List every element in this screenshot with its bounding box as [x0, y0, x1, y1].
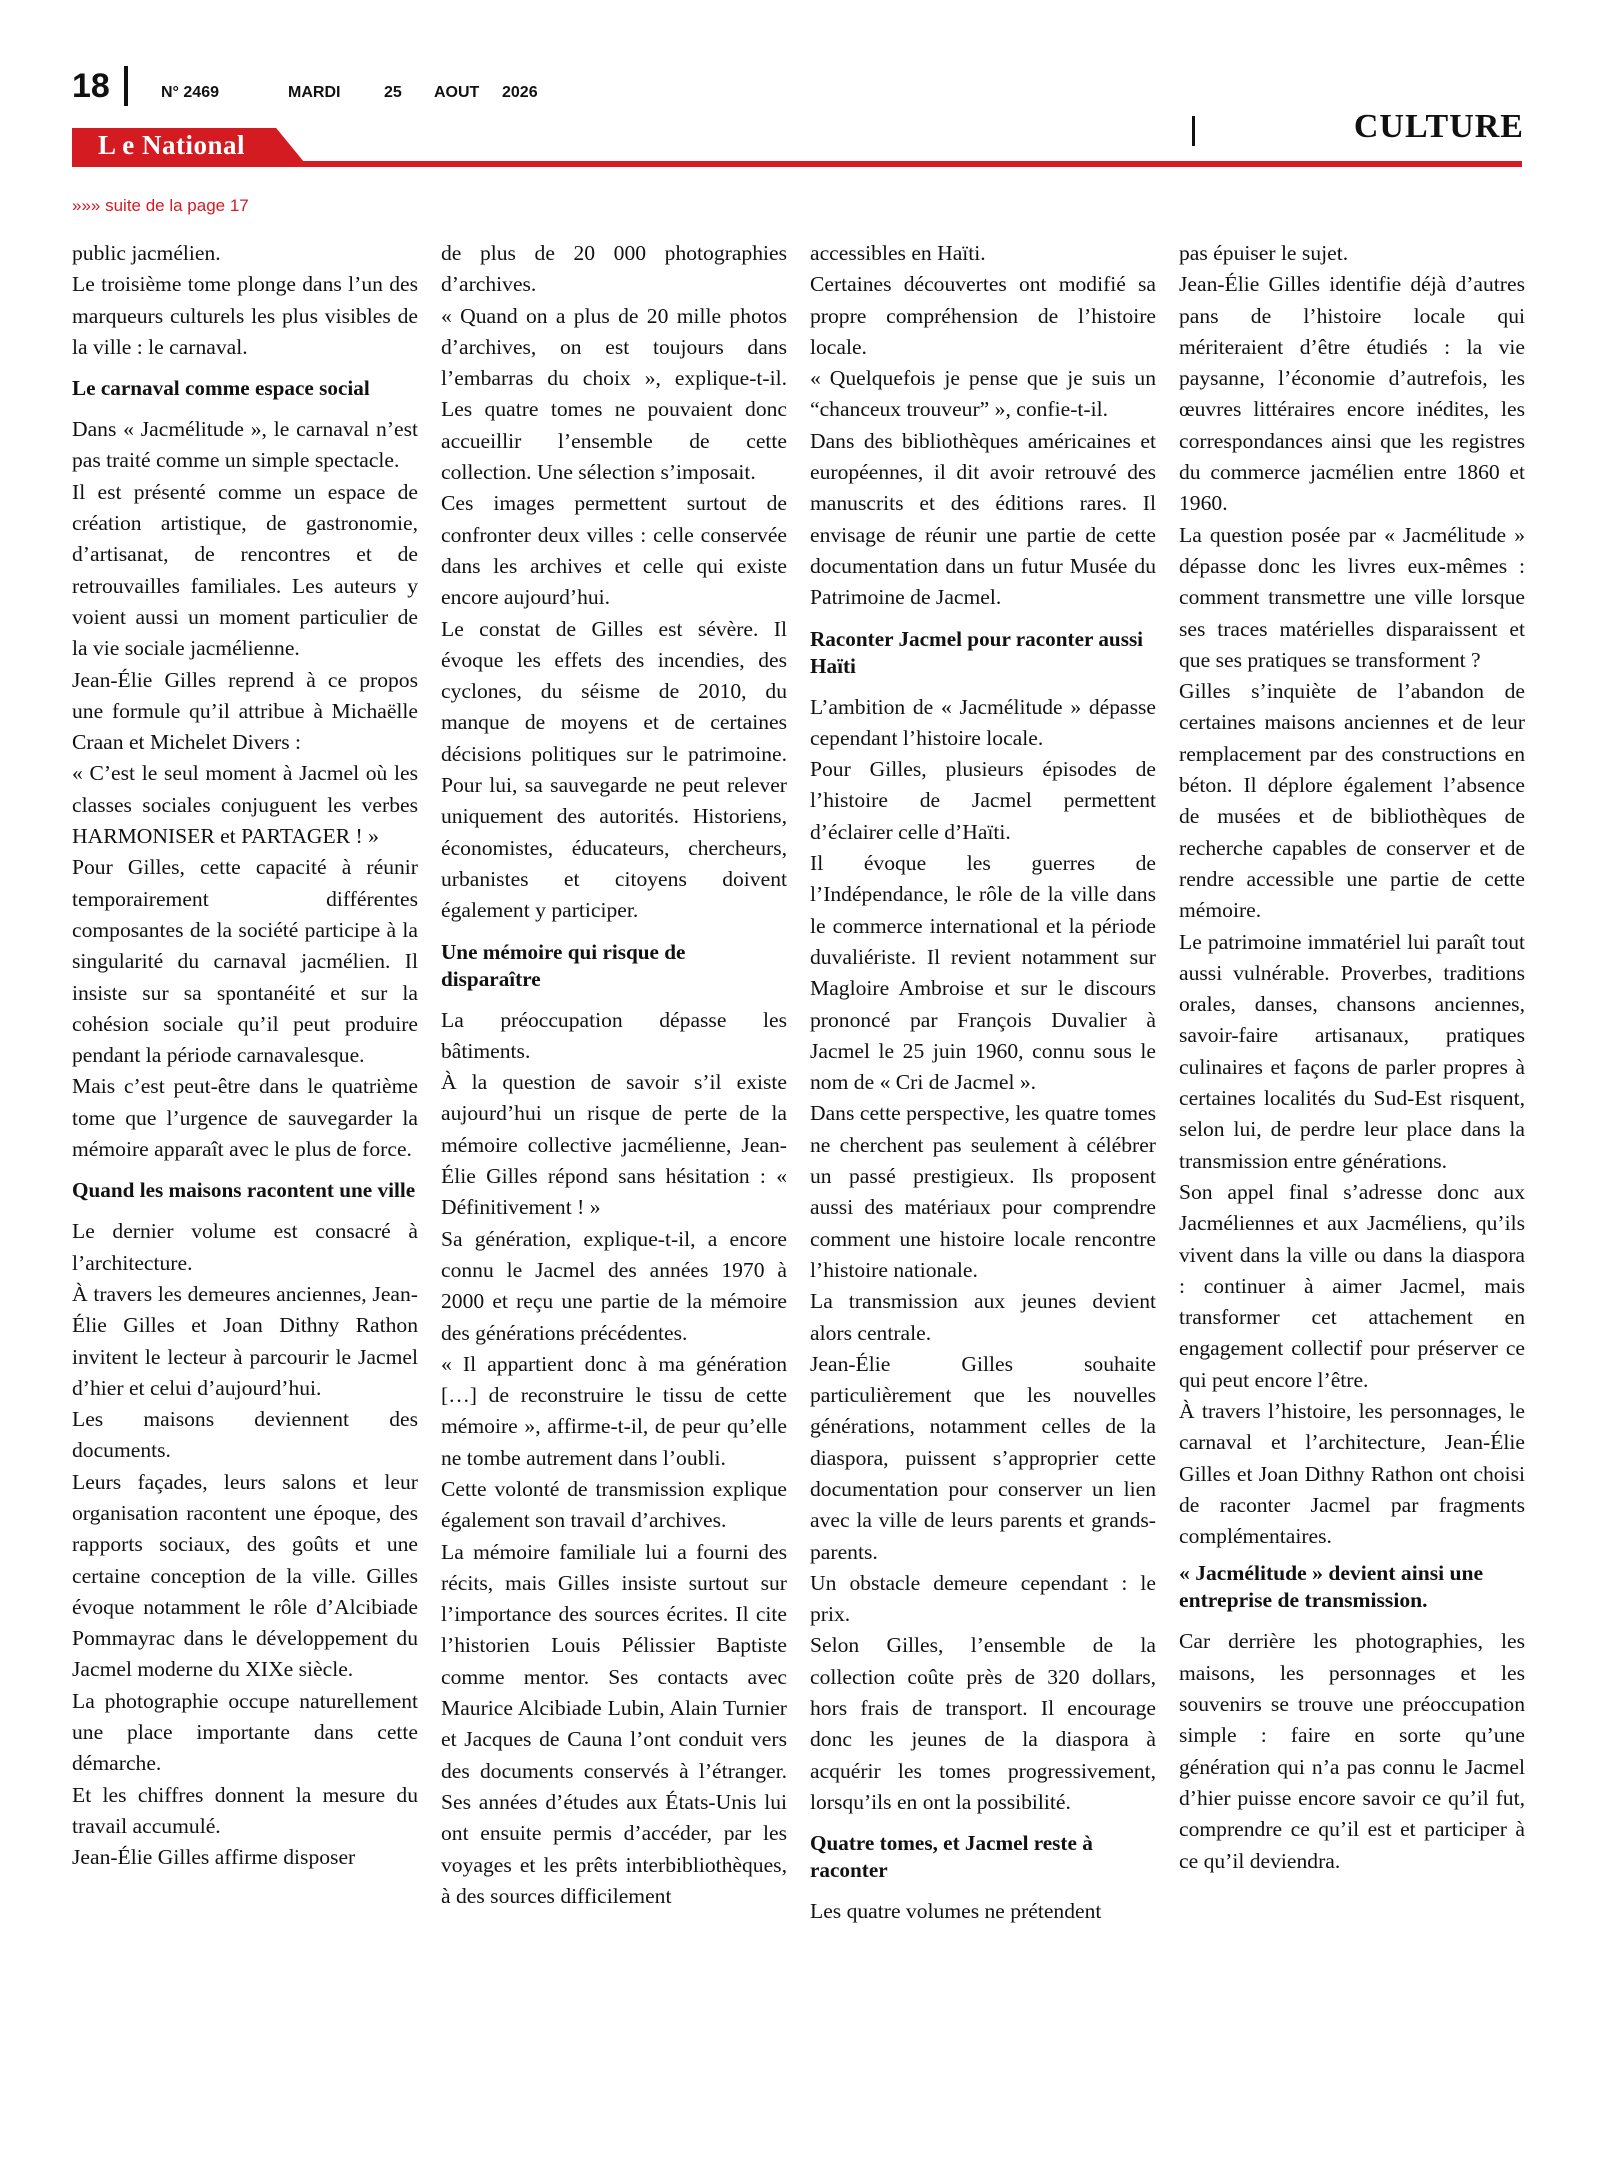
paragraph: Le dernier volume est consacré à l’architecture. — [72, 1219, 418, 1275]
paragraph: Pour Gilles, cette capacité à réunir temporairement différentes composantes de la société participe à la singularité du carnaval jacmélien. Il insiste sur sa spontanéité et sur la cohésion sociale qu’il peut produire pendant la période carnavalesque. — [72, 855, 418, 1068]
paragraph: Dans cette perspective, les quatre tomes ne cherchent pas seulement à célébrer un passé prestigieux. Ils proposent aussi des matériaux pour comprendre comment une histoire locale rencontre l’histoire nationale. — [810, 1101, 1156, 1282]
subheading: Raconter Jacmel pour raconter aussi Haïti — [810, 626, 1144, 678]
paragraph: Jean-Élie Gilles souhaite particulièrement que les nouvelles générations, notamment celles de la diaspora, puissent s’approprier cette documentation pour conserver un lien avec la ville de leurs parents et grands-parents. — [810, 1351, 1156, 1564]
paragraph: Le troisième tome plonge dans l’un des marqueurs culturels les plus visibles de la ville : le carnaval. — [72, 272, 418, 359]
issue-year: 2026 — [502, 84, 538, 101]
paragraph: Jean-Élie Gilles affirme disposer — [72, 1845, 356, 1870]
paragraph: La photographie occupe naturellement une place importante dans cette démarche. — [72, 1688, 418, 1776]
paragraph: Les maisons deviennent des documents. — [72, 1407, 418, 1463]
paragraph: À la question de savoir s’il existe aujourd’hui un risque de perte de la mémoire collective jacmélienne, Jean-Élie Gilles répond sans hésitation : « Définitivement ! » — [441, 1070, 787, 1220]
issue-day: MARDI — [288, 84, 341, 101]
subheading: Quand les maisons racontent une ville — [72, 1178, 416, 1203]
paragraph: Dans « Jacmélitude », le carnaval n’est pas traité comme un simple spectacle. — [72, 417, 418, 473]
paragraph: Jean-Élie Gilles reprend à ce propos une formule qu’il attribue à Michaëlle Craan et Michelet Divers : — [72, 667, 418, 755]
paragraph: À travers l’histoire, les personnages, le carnaval et l’architecture, Jean-Élie Gilles et Joan Dithny Rathon ont choisi de raconter Jacmel par fragments complémentaires. — [1179, 1398, 1525, 1549]
issue-month: AOUT — [434, 84, 480, 101]
paragraph: « C’est le seul moment à Jacmel où les classes sociales conjuguent les verbes HARMONISER et PARTAGER ! » — [72, 761, 418, 849]
article-column-3 — [810, 238, 1156, 1928]
issue-number: N° 2469 — [161, 84, 219, 101]
paragraph: de plus de 20 000 photographies d’archives. — [441, 241, 787, 297]
paragraph: Jean-Élie Gilles identifie déjà d’autres pans de l’histoire locale qui mériteraient d’être étudiés : la vie paysanne, l’économie d’autrefois, les œuvres littéraires encore inédites, les correspondances ainsi que les registres du commerce jacmélien entre 1860 et 1960. — [1179, 272, 1525, 516]
paragraph: La transmission aux jeunes devient alors centrale. — [810, 1289, 1156, 1345]
paragraph: Dans des bibliothèques américaines et européennes, il dit avoir retrouvé des manuscrits et des éditions rares. Il envisage de réunir une partie de cette documentation dans un futur Musée du Patrimoine de Jacmel. — [810, 428, 1156, 610]
paragraph: Cette volonté de transmission explique également son travail d’archives. — [441, 1476, 787, 1533]
subheading: Quatre tomes, et Jacmel reste à raconter — [810, 1831, 1093, 1883]
paragraph: Les quatre volumes ne prétendent — [810, 1899, 1102, 1924]
paragraph: « Quand on a plus de 20 mille photos d’archives, on est toujours dans l’embarras du choix », explique-t-il. Les quatre tomes ne pouvaient donc accueillir l’ensemble de cette collection. Une sélection s’imposait. — [441, 303, 787, 485]
section-divider — [1192, 116, 1195, 146]
paragraph: Mais c’est peut-être dans le quatrième tome que l’urgence de sauvegarder la mémoire apparaît avec le plus de force. — [72, 1074, 418, 1162]
paragraph: Certaines découvertes ont modifié sa propre compréhension de l’histoire locale. — [810, 272, 1156, 359]
paragraph: Le patrimoine immatériel lui paraît tout aussi vulnérable. Proverbes, traditions orales, danses, chansons anciennes, savoir-faire artisanaux, pratiques culinaires et façons de parler propres à certaines localités du Sud-Est risquent, selon lui, de perdre leur place dans la transmission entre générations. — [1179, 929, 1525, 1173]
paragraph: Son appel final s’adresse donc aux Jacméliennes et aux Jacméliens, qu’ils vivent dans la ville ou dans la diaspora : continuer à aimer Jacmel, mais transformer cet attachement en engagement collectif pour préserver ce qui peut encore l’être. — [1179, 1179, 1525, 1392]
issue-date: 25 — [384, 84, 402, 101]
page-number-divider — [124, 66, 128, 106]
continued-from-label: »»» suite de la page 17 — [72, 196, 249, 215]
brand-logo-text: L e National — [98, 130, 246, 160]
page-number: 18 — [72, 67, 110, 105]
paragraph: Leurs façades, leurs salons et leur organisation racontent une époque, des rapports sociaux, des goûts et une certaine conception de la ville. Gilles évoque notamment le rôle d’Alcibiade Pommayrac dans le développement du Jacmel moderne du XIXe siècle. — [72, 1469, 418, 1682]
paragraph: À travers les demeures anciennes, Jean-Élie Gilles et Joan Dithny Rathon invitent le lecteur à parcourir le Jacmel d’hier et celui d’aujourd’hui. — [72, 1281, 418, 1400]
bold-lead-paragraph: « Jacmélitude » devient ainsi une entreprise de transmission. — [1179, 1561, 1484, 1613]
paragraph: La préoccupation dépasse les bâtiments. — [441, 1007, 787, 1063]
paragraph: La question posée par « Jacmélitude » dépasse donc les livres eux-mêmes : comment transmettre une ville lorsque ses traces matérielles disparaissent et que ses pratiques se transforment ? — [1179, 522, 1525, 672]
subheading: Le carnaval comme espace social — [72, 376, 370, 401]
paragraph: Sa génération, explique-t-il, a encore connu le Jacmel des années 1970 à 2000 et reçu une partie de la mémoire des générations précédentes. — [441, 1226, 787, 1345]
paragraph: La mémoire familiale lui a fourni des récits, mais Gilles insiste surtout sur l’importance des sources écrites. Il cite l’historien Louis Pélissier Baptiste comme mentor. Ses contacts avec Maurice Alcibiade Lubin, Alain Turnier et Jacques de Cauna l’ont conduit vers des documents conservés à l’étranger. Ses années d’études aux États-Unis lui ont ensuite permis d’accéder, par les voyages et les prêts interbibliothèques, à des sources difficilement — [441, 1539, 787, 1908]
subheading: Une mémoire qui risque de disparaître — [441, 939, 686, 991]
paragraph: Selon Gilles, l’ensemble de la collection coûte près de 320 dollars, hors frais de transport. Il encourage donc les jeunes de la diaspora à acquérir les tomes progressivement, lorsqu’ils en ont la possibilité. — [810, 1633, 1156, 1814]
paragraph: Car derrière les photographies, les maisons, les personnages et les souvenirs se trouve une préoccupation simple : faire en sorte qu’une génération qui n’a pas connu le Jacmel d’hier puisse encore savoir ce qu’il fut, comprendre ce qu’il est et participer à ce qu’il deviendra. — [1179, 1629, 1525, 1873]
article-column-2 — [441, 238, 787, 1912]
paragraph: Un obstacle demeure cependant : le prix. — [810, 1570, 1156, 1627]
paragraph: Ces images permettent surtout de confronter deux villes : celle conservée dans les archives et celle qui existe encore aujourd’hui. — [441, 491, 787, 610]
paragraph: Il évoque les guerres de l’Indépendance, le rôle de la ville dans le commerce international et la période duvaliériste. Il revient notamment sur Magloire Ambroise et sur le discours prononcé par François Duvalier à Jacmel le 25 juin 1960, connu sous le nom de « Cri de Jacmel ». — [810, 851, 1156, 1095]
article-column-4 — [1179, 238, 1525, 1877]
paragraph: accessibles en Haïti. — [810, 241, 986, 265]
paragraph: Gilles s’inquiète de l’abandon de certaines maisons anciennes et de leur remplacement par des constructions en béton. Il déplore également l’absence de musées et de bibliothèques de recherche capables de conserver et de rendre accessible une partie de cette mémoire. — [1179, 679, 1525, 923]
paragraph: pas épuiser le sujet. — [1179, 241, 1349, 265]
paragraph: Le constat de Gilles est sévère. Il évoque les effets des incendies, des cyclones, du séisme de 2010, du manque de moyens et de certaines décisions politiques sur le patrimoine. Pour lui, sa sauvegarde ne peut relever uniquement des autorités. Historiens, économistes, éducateurs, chercheurs, urbanistes et citoyens doivent également y participer. — [441, 616, 787, 923]
article-column-1 — [72, 238, 418, 1874]
paragraph: Pour Gilles, plusieurs épisodes de l’histoire de Jacmel permettent d’éclairer celle d’Haïti. — [810, 757, 1156, 844]
paragraph: « Quelquefois je pense que je suis un “chanceux trouveur” », confie-t-il. — [810, 366, 1156, 422]
paragraph: Il est présenté comme un espace de création artistique, de gastronomie, d’artisanat, de rencontres et de retrouvailles familiales. Les auteurs y voient aussi un moment particulier de la vie sociale jacmélienne. — [72, 479, 418, 661]
paragraph: public jacmélien. — [72, 241, 221, 265]
header-rule — [72, 161, 1522, 167]
paragraph: L’ambition de « Jacmélitude » dépasse cependant l’histoire locale. — [810, 694, 1156, 750]
paragraph: « Il appartient donc à ma génération […] de reconstruire le tissu de cette mémoire », affirme-t-il, de peur qu’elle ne tombe autrement dans l’oubli. — [441, 1351, 787, 1470]
section-title: CULTURE — [1353, 108, 1524, 145]
paragraph: Et les chiffres donnent la mesure du travail accumulé. — [72, 1782, 418, 1838]
